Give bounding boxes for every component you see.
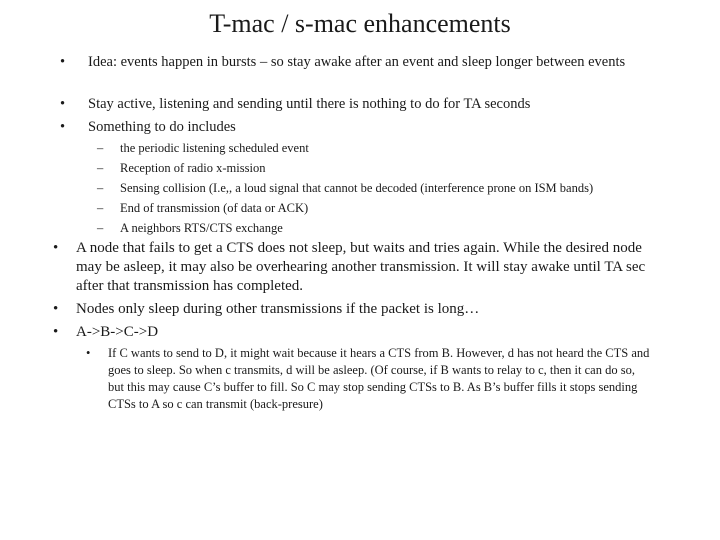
dash-marker: – [97,201,104,215]
sub-item-text: Sensing collision (I.e,, a loud signal that cannot be decoded (interference prone on ISM bands) [120,181,594,195]
bullet-marker: • [53,324,59,340]
bullet-text: A->B->C->D [76,324,159,340]
bullet-marker: • [60,54,66,70]
bullet-marker: • [53,301,59,317]
bullet-marker: • [60,119,66,135]
bullet-text: Something to do includes [88,119,236,135]
sub-item-text: A neighbors RTS/CTS exchange [120,221,283,235]
bullet-text: Idea: events happen in bursts – so stay awake after an event and sleep longer between events [88,54,626,70]
dash-marker: – [97,161,104,175]
bullet-text: Nodes only sleep during other transmissions if the packet is long… [76,301,480,317]
nested-bullet-text: If C wants to send to D, it might wait because it hears a CTS from B. However, d has not heard the CTS and goes to sleep. So when c transmits, d will be asleep. (Of course, if B wants to relay to c, then it can do so, but this may cause C’s buffer to fill. So C may stop sending CTSs to B. As B’s buffer fills it stops sending CTSs to A so c can transmit (back-presure) [108,346,650,411]
dash-marker: – [97,141,104,155]
sub-item-text: End of transmission (of data or ACK) [120,201,309,215]
bullet-text: A node that fails to get a CTS does not sleep, but waits and tries again. While the desired node may be asleep, it may also be overhearing another transmission. It will stay awake until TA sec after that transmission has completed. [76,240,646,294]
sub-item-text: Reception of radio x-mission [120,161,266,175]
slide-title: T-mac / s-mac enhancements [209,9,511,38]
bullet-marker: • [86,346,91,360]
sub-item-text: the periodic listening scheduled event [120,141,309,155]
dash-marker: – [97,221,104,235]
dash-marker: – [97,181,104,195]
bullet-marker: • [53,240,59,256]
bullet-marker: • [60,96,66,112]
bullet-text: Stay active, listening and sending until there is nothing to do for TA seconds [88,96,531,112]
